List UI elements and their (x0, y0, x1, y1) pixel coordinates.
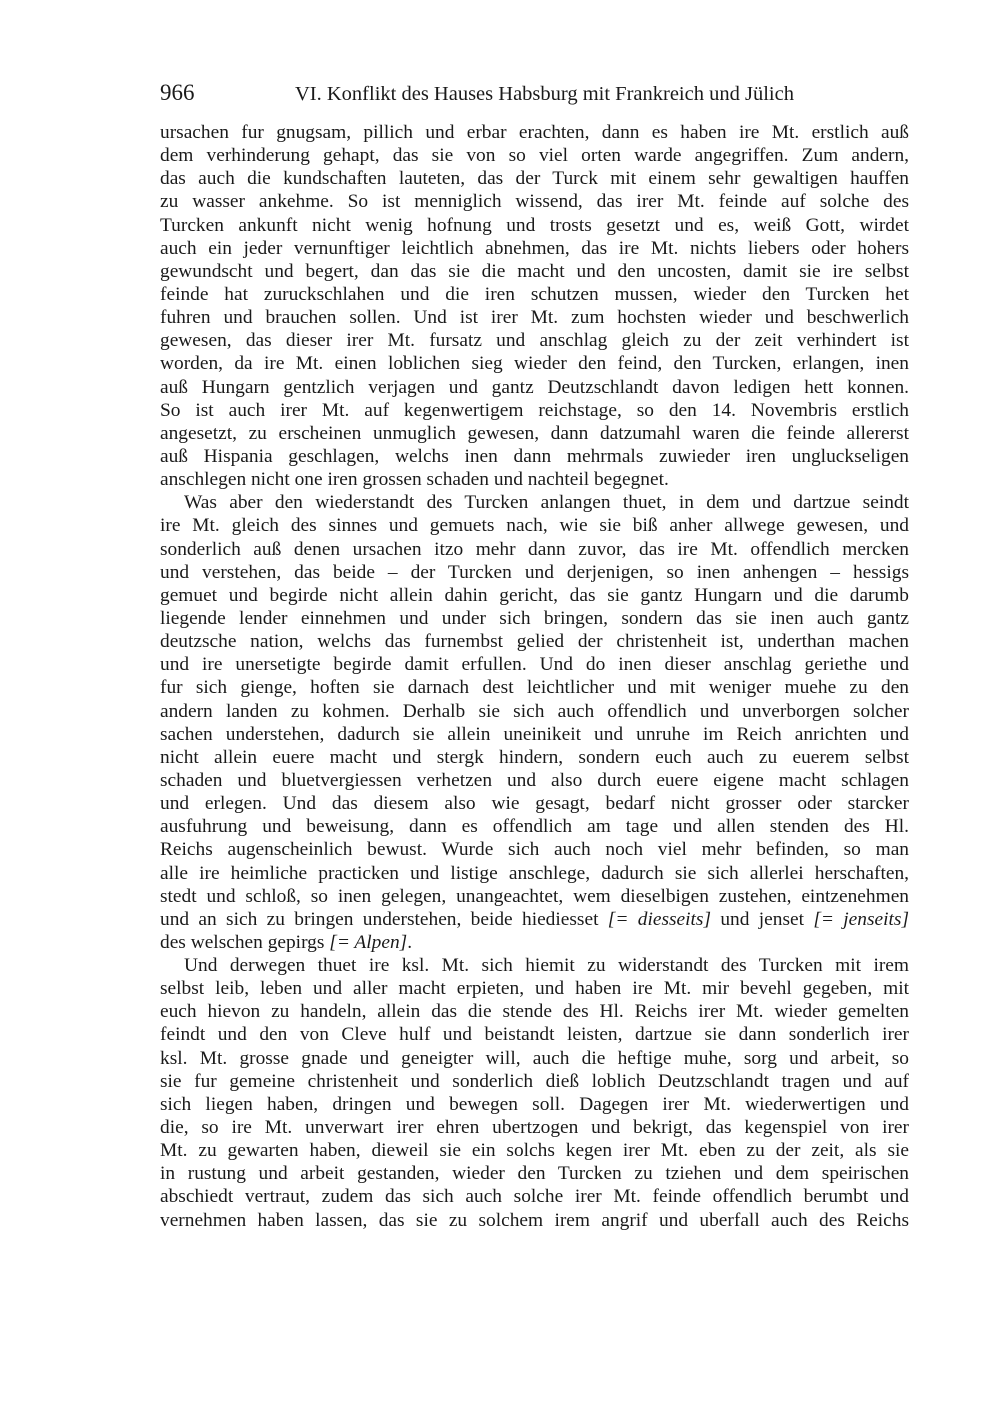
text-line: ausfuhrung und beweisung, dann es offendlich am tage und allen stenden des Hl. (160, 816, 909, 838)
text-line-with-annotations: und an sich zu bringen understehen, beide hiediesset [= diesseits] und jenset [= jenseits] (160, 908, 909, 930)
paragraph-end-line: des welschen gepirgs [= Alpen]. (160, 931, 413, 953)
editorial-annotation: [= jenseits] (813, 908, 909, 930)
text-line: ksl. Mt. grosse gnade und geneigter will, auch die heftige muhe, sorg und arbeit, so (160, 1047, 909, 1069)
page-number: 966 (160, 80, 195, 105)
text-line: deutzsche nation, welchs das furnembst gelied der christenheit ist, underthan machen (160, 631, 909, 653)
text-line: sonderlich auß denen ursachen itzo mehr dann zuvor, das ire Mt. offendlich mercken (160, 538, 909, 560)
text-line: worden, da ire Mt. einen loblichen sieg wieder den feind, den Turcken, erlangen, inen (160, 353, 909, 375)
text-line: nicht allein euere macht und stergk hindern, sondern euch auch zu euerem selbst (160, 746, 909, 768)
text-line: gemuet und begirde nicht allein dahin gericht, das sie gantz Hungarn und die darumb (160, 584, 909, 606)
text-line: in rustung und arbeit gestanden, wieder den Turcken zu tziehen und dem speirischen (160, 1163, 909, 1185)
text-line: und ire unersetigte begirde damit erfullen. Und do inen dieser anschlag geriethe und (160, 654, 909, 676)
text-line: das auch die kundschaften lauteten, das der Turck mit einem sehr gewaltigen hauffen (160, 168, 909, 190)
text-line: liegende lender einnehmen und under sich bringen, sondern das sie inen auch gantz (160, 607, 909, 629)
text-line: sachen understehen, dadurch sie allein uneinikeit und unruhe im Reich anrichten und (160, 723, 909, 745)
text-line: gewundscht und begert, dan das sie die macht und den uncosten, damit sie ire selbst (160, 260, 909, 282)
text-line: sich liegen haben, dringen und bewegen soll. Dagegen irer Mt. wiederwertigen und (160, 1093, 909, 1115)
text-line: und erlegen. Und das diesem also wie gesagt, bedarf nicht grosser oder starcker (160, 793, 909, 815)
text-line: alle ire heimliche practicken und listige anschlege, dadurch sie sich allerlei herschaften, (160, 862, 909, 884)
body-text (160, 121, 909, 1232)
text-line: auch ein jeder vernunftiger leichtlich abnehmen, das ire Mt. nichts liebers oder hohers (160, 237, 909, 259)
text-line: euch hievon zu handeln, allein das die stende des Hl. Reichs irer Mt. wieder gemelten (160, 1001, 909, 1023)
text-line: fuhren und brauchen sollen. Und ist irer Mt. zum hochsten wieder und beschwerlich (160, 307, 909, 329)
text-line: abschiedt vertraut, zudem das sich auch solche irer Mt. feinde offendlich berumbt und (160, 1186, 909, 1208)
text-line: die, so ire Mt. unverwart irer ehren ubertzogen und bekrigt, das kegenspiel von irer (160, 1117, 909, 1139)
text-line: feinde hat zuruckschlahen und die iren schutzen mussen, wieder den Turcken het (160, 283, 909, 305)
text-line: und verstehen, das beide – der Turcken und derjenigen, so inen anhengen – hessigs (160, 561, 909, 583)
editorial-annotation: [= diesseits] (607, 908, 712, 930)
text-line: dem verhinderung gehapt, das sie von so viel orten warde angegriffen. Zum andern, (160, 145, 909, 167)
text-line: ire Mt. gleich des sinnes und gemuets nach, wie sie biß anher allwege gewesen, und (160, 515, 909, 537)
text-line: selbst leib, leben und aller macht erpieten, und haben ire Mt. mir bevehl gegeben, mit (160, 978, 909, 1000)
text-line: gewesen, das dieser irer Mt. fursatz und anschlag gleich zu der zeit verhindert ist (160, 330, 909, 352)
editorial-annotation: [= Alpen] (329, 931, 408, 953)
text-line: ursachen fur gnugsam, pillich und erbar erachten, dann es haben ire Mt. erstlich auß (160, 122, 909, 143)
text-line: auß Hungarn gentzlich verjagen und gantz Deutzschlandt davon ledigen hett konnen. (160, 376, 909, 398)
paragraph-start-line: Was aber den wiederstandt des Turcken anlangen thuet, in dem und dartzue seindt (184, 492, 909, 514)
text-line: angesetzt, zu erscheinen unmuglich gewesen, dann datzumahl waren die feinde allererst (160, 422, 909, 444)
text-line: Mt. zu gewarten haben, dieweil sie ein solchs kegen irer Mt. eben zu der zeit, als sie (160, 1140, 909, 1162)
text-line: sie fur gemeine christenheit und sonderlich dieß loblich Deutzschlandt tragen und auf (160, 1070, 909, 1092)
text-line: Turcken ankunft nicht wenig hofnung und trosts gesetzt und es, weiß Gott, wirdet (160, 214, 909, 236)
text-line: andern landen zu kohmen. Derhalb sie sich auch offendlich und unverborgen solcher (160, 700, 909, 722)
text-line: feindt und den von Cleve hulf und beistandt leisten, dartzue sie dann sonderlich irer (160, 1024, 909, 1046)
paragraph-end-line: anschlegen nicht one iren grossen schaden und nachteil begegnet. (160, 469, 669, 491)
text-line: fur sich gienge, hoften sie darnach dest leichtlicher und mit weniger muehe zu den (160, 677, 909, 699)
page-header (160, 78, 910, 110)
text-line: zu wasser ankehme. So ist menniglich wissend, das irer Mt. feinde auf solche des (160, 191, 909, 213)
text-line: Reichs augenscheinlich bewust. Wurde sich auch noch viel mehr befinden, so man (160, 839, 909, 861)
text-line: auß Hispania geschlagen, welchs inen dann mehrmals zuwieder iren ungluckseligen (160, 445, 909, 467)
running-title: VI. Konflikt des Hauses Habsburg mit Frankreich und Jülich (295, 83, 794, 105)
paragraph-start-line: Und derwegen thuet ire ksl. Mt. sich hiemit zu widerstandt des Turcken mit irem (184, 955, 909, 977)
text-line: stedt und schloß, so inen gelegen, unangeachtet, wem dieselbigen zustehen, eintzenehmen (160, 885, 909, 907)
text-line: vernehmen haben lassen, das sie zu solchem irem angrif und uberfall auch des Reichs (160, 1209, 909, 1231)
text-line: schaden und bluetvergiessen verhetzen und also durch euere eigene macht schlagen (160, 769, 909, 791)
text-line: So ist auch irer Mt. auf kegenwertigem reichstage, so den 14. Novembris erstlich (160, 399, 909, 421)
